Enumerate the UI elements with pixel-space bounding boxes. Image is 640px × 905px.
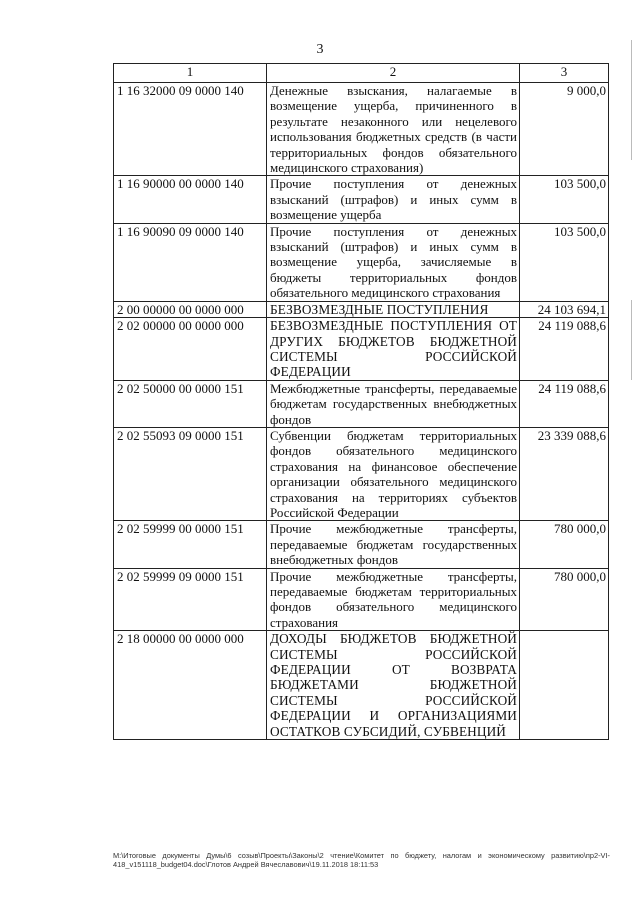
table-row [114, 521, 609, 568]
revenue-name-cell: Прочие межбюджетные трансферты, передаваемые бюджетам государственных внебюджетных фондов [267, 521, 520, 568]
revenue-name-cell: Прочие поступления от денежных взысканий (штрафов) и иных сумм в возмещение ущерба, зачисляемые в бюджеты территориальных фондов обязательного медицинского страхования [267, 223, 520, 301]
table-row [114, 568, 609, 631]
amount-cell: 24 119 088,6 [520, 380, 609, 427]
margin-mark [631, 40, 632, 160]
table-header-row [114, 64, 609, 83]
amount-cell: 780 000,0 [520, 568, 609, 631]
budget-code-cell: 2 18 00000 00 0000 000 [114, 631, 267, 740]
amount-cell: 780 000,0 [520, 521, 609, 568]
table-row [114, 318, 609, 381]
column-header-code: 1 [114, 64, 267, 83]
table-row [114, 223, 609, 301]
budget-code-cell: 2 00 00000 00 0000 000 [114, 301, 267, 317]
budget-code-cell: 1 16 90000 00 0000 140 [114, 176, 267, 223]
budget-code-cell: 2 02 00000 00 0000 000 [114, 318, 267, 381]
amount-cell: 23 339 088,6 [520, 427, 609, 520]
amount-cell: 24 119 088,6 [520, 318, 609, 381]
table-row [114, 380, 609, 427]
table-row [114, 83, 609, 176]
revenue-name-cell: Денежные взыскания, налагаемые в возмещение ущерба, причиненного в результате незаконного или нецелевого использования бюджетных средств (в части территориальных фондов обязательного медицинского страхования) [267, 83, 520, 176]
table-row [114, 176, 609, 223]
revenue-name-cell: БЕЗВОЗМЕЗДНЫЕ ПОСТУПЛЕНИЯ ОТ ДРУГИХ БЮДЖЕТОВ БЮДЖЕТНОЙ СИСТЕМЫ РОССИЙСКОЙ ФЕДЕРАЦИИ [267, 318, 520, 381]
column-header-sum: 3 [520, 64, 609, 83]
revenue-name-cell: Прочие межбюджетные трансферты, передаваемые бюджетам территориальных фондов обязательного медицинского страхования [267, 568, 520, 631]
table-row [114, 631, 609, 740]
budget-code-cell: 2 02 55093 09 0000 151 [114, 427, 267, 520]
budget-code-cell: 1 16 32000 09 0000 140 [114, 83, 267, 176]
revenue-name-cell: Прочие поступления от денежных взысканий (штрафов) и иных сумм в возмещение ущерба [267, 176, 520, 223]
amount-cell: 9 000,0 [520, 83, 609, 176]
column-header-name: 2 [267, 64, 520, 83]
budget-code-cell: 2 02 59999 09 0000 151 [114, 568, 267, 631]
revenue-name-cell: Межбюджетные трансферты, передаваемые бюджетам государственных внебюджетных фондов [267, 380, 520, 427]
revenue-table [113, 63, 609, 740]
amount-cell: 103 500,0 [520, 176, 609, 223]
amount-cell: 103 500,0 [520, 223, 609, 301]
budget-code-cell: 1 16 90090 09 0000 140 [114, 223, 267, 301]
revenue-name-cell: Субвенции бюджетам территориальных фондов обязательного медицинского страхования на финансовое обеспечение организации обязательного медицинского страхования на территориях субъектов Российской Федерации [267, 427, 520, 520]
budget-code-cell: 2 02 59999 00 0000 151 [114, 521, 267, 568]
margin-mark [631, 300, 632, 380]
revenue-name-cell: БЕЗВОЗМЕЗДНЫЕ ПОСТУПЛЕНИЯ [267, 301, 520, 317]
table-row [114, 427, 609, 520]
amount-cell: 24 103 694,1 [520, 301, 609, 317]
table-row [114, 301, 609, 317]
file-path-footer: М:\Итоговые документы Думы\6 созыв\Проекты\Законы\2 чтение\Комитет по бюджету, налогам и экономическому развитию\пр2-VI-418_v151118_budget04.doc\Глотов Андрей Вячеславович\19.11.2018 18:11:53 [113, 851, 610, 870]
page-number: 3 [316, 42, 324, 57]
budget-code-cell: 2 02 50000 00 0000 151 [114, 380, 267, 427]
amount-cell [520, 631, 609, 740]
revenue-name-cell: ДОХОДЫ БЮДЖЕТОВ БЮДЖЕТНОЙ СИСТЕМЫ РОССИЙСКОЙ ФЕДЕРАЦИИ ОТ ВОЗВРАТА БЮДЖЕТАМИ БЮДЖЕТНОЙ СИСТЕМЫ РОССИЙСКОЙ ФЕДЕРАЦИИ И ОРГАНИЗАЦИЯМИ ОСТАТКОВ СУБСИДИЙ, СУБВЕНЦИЙ [267, 631, 520, 740]
